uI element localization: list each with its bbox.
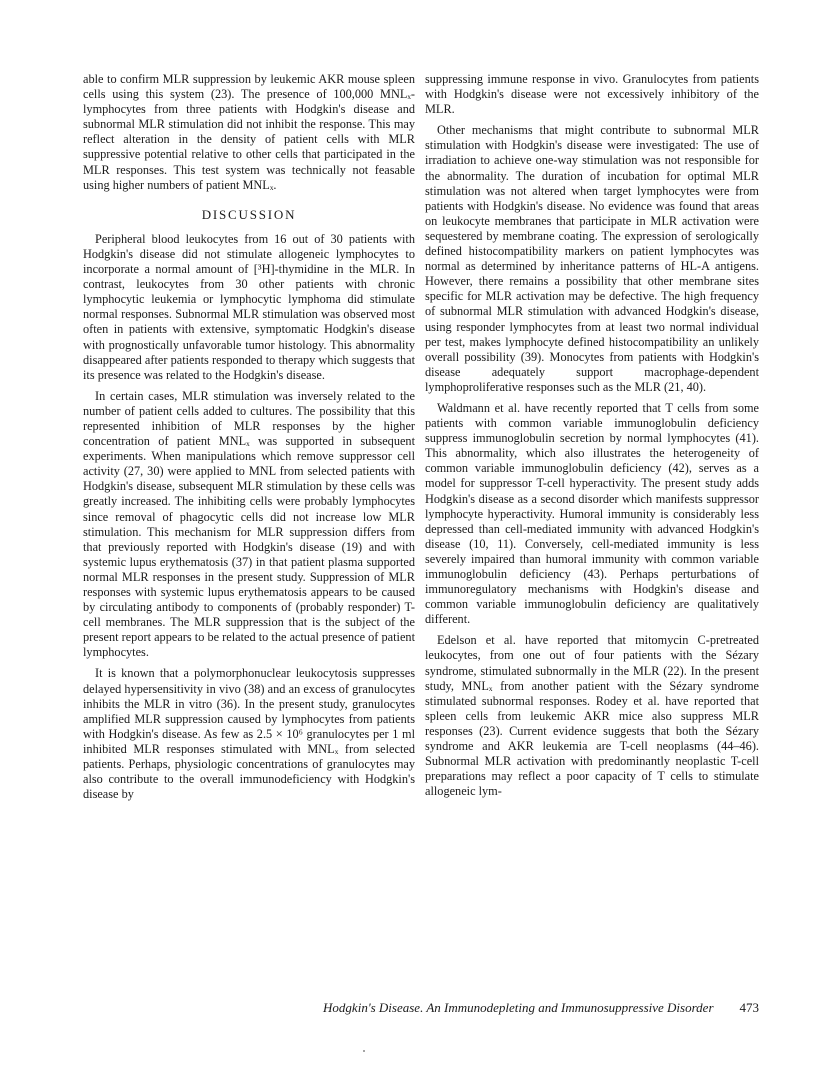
page-number: 473 [739, 1000, 759, 1015]
right-column [425, 72, 759, 799]
print-speck [363, 1050, 365, 1052]
paragraph-continuation: suppressing immune response in vivo. Granulocytes from patients with Hodgkin's disease were not excessively inhibitory of the MLR. [425, 72, 759, 117]
paragraph: Other mechanisms that might contribute to subnormal MLR stimulation with Hodgkin's disease were investigated: The use of irradiation to achieve one-way stimulation was not responsible for the abnormality. The duration of incubation for optimal MLR stimulation was not altered when target lymphocytes were from patients with Hodgkin's disease. No evidence was found that areas on leukocyte membranes that participate in MLR activation were sequestered by membrane coating. The expression of serologically defined histocompatibility markers on patient lymphocytes was normal as determined by inheritance patterns of HL-A antigens. However, there remains a possibility that other membrane sites specific for MLR activation may be defective. The high frequency of subnormal MLR stimulation with advanced Hodgkin's disease, using responder lymphocytes from at least two normal individual per test, makes lymphocyte defined histocompatibility an unlikely overall possibility (39). Monocytes from patients with Hodgkin's disease adequately support macrophage-dependent lymphoproliferative responses such as the MLR (21, 40). [425, 123, 759, 394]
paragraph: It is known that a polymorphonuclear leukocytosis suppresses delayed hypersensitivity in vivo (38) and an excess of granulocytes inhibits the MLR in vitro (36). In the present study, granulocytes amplified MLR suppression caused by lymphocytes from patients with Hodgkin's disease. As few as 2.5 × 10⁶ granulocytes per 1 ml inhibited MLR responses stimulated with MNLₓ from selected patients. Perhaps, physiologic concentrations of granulocytes may also contribute to the overall immunodeficiency with Hodgkin's disease by [83, 666, 415, 802]
left-column [83, 72, 415, 802]
paragraph-continuation: able to confirm MLR suppression by leukemic AKR mouse spleen cells using this system (23). The presence of 100,000 MNLₓ-lymphocytes from three patients with Hodgkin's disease and subnormal MLR stimulation did not inhibit the response. This may reflect alteration in the density of patient cells with MLR suppressive potential relative to other cells that participated in the MLR responses. This test system was technically not feasable using higher numbers of patient MNLₓ. [83, 72, 415, 192]
paragraph: Waldmann et al. have recently reported that T cells from some patients with common variable immunoglobulin deficiency suppress immunoglobulin secretion by normal lymphocytes (41). This abnormality, which also illustrates the heterogeneity of common variable immunoglobulin deficiency (42), serves as a model for suppressor T-cell hyperactivity. The present study adds Hodgkin's disease as a second disorder which manifests suppressor lymphocyte hyperactivity. Humoral immunity is considerably less depressed than cell-mediated immunity with advanced Hodgkin's disease (10, 11). Conversely, cell-mediated immunity is less severely impaired than humoral immunity with common variable immunoglobulin deficiency (43). Perhaps perturbations of immunoregulatory mechanisms with Hodgkin's disease and common variable immunoglobulin deficiency are qualitatively different. [425, 400, 759, 627]
running-title: Hodgkin's Disease. An Immunodepleting and Immunosuppressive Disorder [323, 1000, 714, 1015]
section-heading-discussion: DISCUSSION [201, 206, 297, 222]
paragraph: Edelson et al. have reported that mitomycin C-pretreated leukocytes, from one out of four patients with the Sézary syndrome, stimulated subnormally in the MLR (22). In the present study, MNLₓ from another patient with the Sézary syndrome stimulated subnormal responses. Rodey et al. have reported that spleen cells from leukemic AKR mice also suppress MLR responses (23). Current evidence suggests that both the Sézary syndrome and AKR leukemia are T-cell neoplasms (44–46). Subnormal MLR activation with predominantly neoplastic T-cell preparations may reflect a poor capacity of T cells to stimulate allogeneic lym- [425, 633, 759, 799]
paragraph: Peripheral blood leukocytes from 16 out of 30 patients with Hodgkin's disease did not stimulate allogeneic lymphocytes to incorporate a normal amount of [³H]-thymidine in the MLR. In contrast, leukocytes from 30 other patients with chronic lymphocytic leukemia or lymphocytic lymphoma did stimulate normal responses. Subnormal MLR stimulation was observed most often in patients with extensive, symptomatic Hodgkin's disease with prognostically unfavorable tumor histology. This abnormality disappeared after patients responded to therapy which suggests that its presence was related to the Hodgkin's disease. [83, 231, 415, 382]
paragraph: In certain cases, MLR stimulation was inversely related to the number of patient cells added to cultures. The possibility that this represented inhibition of MLR responses by the higher concentration of patient MNLₓ was supported in subsequent experiments. When manipulations which remove suppressor cell activity (27, 30) were applied to MNL from selected patients with Hodgkin's disease, subsequent MLR stimulation by these cells was greatly increased. The inhibiting cells were probably lymphocytes since removal of phagocytic cells did not increase low MLR stimulation. This mechanism for MLR suppression differs from that previously reported with Hodgkin's disease (19) and with systemic lupus erythematosis (37) in that patient plasma supported normal MLR responses in the present study. Suppression of MLR responses with systemic lupus erythematosis appears to be caused by circulating antibody to components of (probably responder) T-cell membranes. The MLR suppression that is the subject of the present report appears to be related to the actual presence of patient lymphocytes. [83, 388, 415, 660]
page-footer [83, 1000, 759, 1016]
